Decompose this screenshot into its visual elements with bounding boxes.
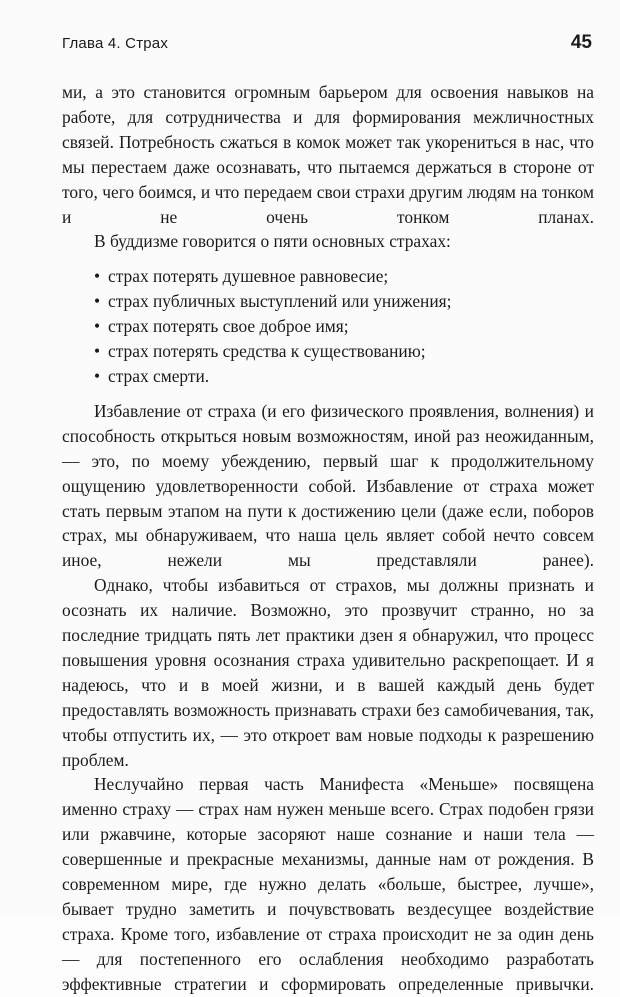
page-number: 45 [570, 32, 592, 53]
paragraph-5: Неслучайно первая часть Манифеста «Меньше» посвящена именно страху — страх нам нужен меньше всего. Страх подобен грязи или ржавчине, которые засоряют наше сознание и наши тела — совершенные и прекрасные механизмы, данные нам от рождения. В современном мире, где нужно делать «больше, быстрее, лучше», бывает трудно заметить и почувствовать вездесущее воздействие страха. Кроме того, избавление от страха происходит не за один день — для постепенного его ослабления необходимо разработать эффективные стратегии и сформировать определенные привычки. [62, 774, 594, 994]
paragraph-2: В буддизме говорится о пяти основных страхах: [94, 231, 451, 252]
list-item: • страх публичных выступлений или унижения; [94, 289, 594, 314]
list-item: • страх потерять душевное равновесие; [94, 264, 594, 289]
running-head: Глава 4. Страх [62, 35, 169, 52]
list-item: • страх смерти. [94, 364, 594, 389]
body-text [62, 80, 594, 997]
list-item: • страх потерять средства к существованию; [94, 339, 594, 364]
paragraph-1: ми, а это становится огромным барьером для освоения навыков на работе, для сотрудничества и для формирования межличностных связей. Потребность сжаться в комок может так укорениться в нас, что мы перестаем даже осознавать, что пытаемся держаться в стороне от того, чего боимся, и что передаем свои страхи другим людям на тонком и не очень тонком планах. [62, 82, 594, 227]
page-header [62, 32, 592, 56]
paragraph-4: Однако, чтобы избавиться от страхов, мы должны признать и осознать их наличие. Возможно, это прозвучит странно, но за последние тридцать пять лет практики дзен я обнаружил, что процесс повышения уровня осознания страха удивительно раскрепощает. И я надеюсь, что и в моей жизни, и в вашей каждый день будет предоставлять возможность признавать страхи без самобичевания, так, чтобы отпустить их, — это откроет вам новые подходы к разрешению проблем. [62, 575, 594, 770]
paragraph-3: Избавление от страха (и его физического проявления, волнения) и способность открыться новым возможностям, иной раз неожиданным, — это, по моему убеждению, первый шаг к продолжительному ощущению удовлетворенности собой. Избавление от страха может стать первым этапом на пути к достижению цели (даже если, поборов страх, мы обнаруживаем, что наша цель являет собой нечто совсем иное, нежели мы представляли ранее). [62, 400, 594, 571]
list-item: • страх потерять свое доброе имя; [94, 314, 594, 339]
fears-list [62, 264, 594, 389]
